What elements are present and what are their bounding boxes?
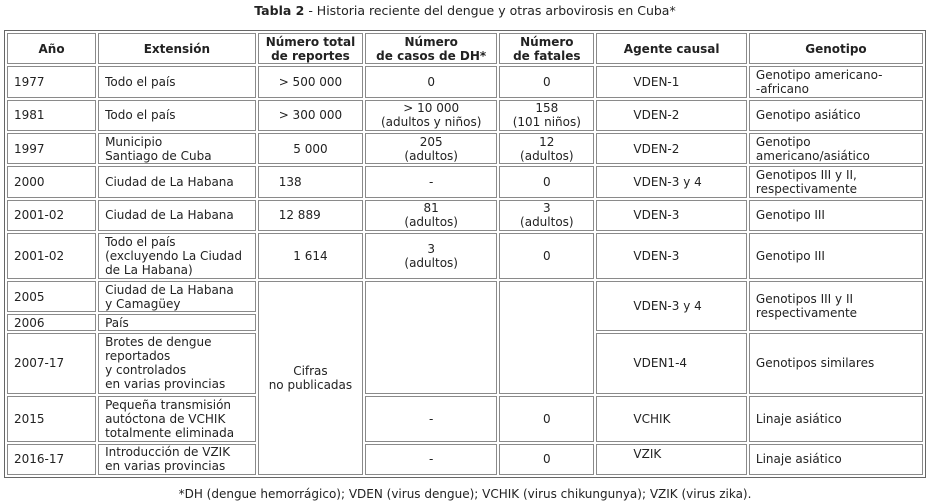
- cell-year: 2000: [7, 166, 96, 197]
- cell-year: 2015: [7, 396, 96, 442]
- cell-fatal: 0: [499, 396, 594, 442]
- table-footnote: *DH (dengue hemorrágico); VDEN (virus dengue); VCHIK (virus chikungunya); VZIK (virus zika).: [178, 487, 752, 501]
- header-year: Año: [7, 33, 96, 64]
- genotype-line: Genotipo: [755, 134, 811, 149]
- reports-merged-line: no publicadas: [268, 377, 353, 392]
- dh-line: > 10 000: [403, 101, 460, 116]
- dh-line: 205: [419, 134, 443, 149]
- extension-line: Municipio: [105, 134, 163, 149]
- table-row: [7, 66, 923, 97]
- cell-dh-cases: 0: [365, 66, 497, 97]
- cell-extension: Todo el país: [98, 100, 256, 131]
- header-dh-line: Número: [404, 34, 458, 49]
- caption-label: Tabla 2: [254, 3, 305, 18]
- cell-year: 2006: [7, 314, 96, 331]
- extension-line: autóctona de VCHIK: [105, 411, 226, 426]
- header-row: [7, 33, 923, 64]
- cell-agent: VDEN-1: [596, 66, 746, 97]
- cell-fatal: [499, 133, 594, 164]
- header-dh-line: de casos de DH*: [376, 48, 487, 63]
- extension-line: en varias provincias: [105, 459, 226, 474]
- genotype-line: Genotipos III y II,: [755, 167, 857, 182]
- cell-year: 2007-17: [7, 333, 96, 394]
- table-row: [7, 200, 923, 231]
- cell-agent-merged: VDEN-3 y 4: [596, 281, 746, 331]
- fatal-line: (101 niños): [512, 115, 581, 130]
- cell-agent: VZIK: [596, 444, 746, 475]
- header-extension: Extensión: [98, 33, 256, 64]
- cell-agent: VDEN-2: [596, 100, 746, 131]
- dh-line: 3: [427, 241, 435, 256]
- cell-extension: [98, 396, 256, 442]
- cell-genotype: [749, 66, 923, 97]
- cell-genotype: Genotipo asiático: [749, 100, 923, 131]
- cell-year: 2005: [7, 281, 96, 312]
- reports-merged-line: Cifras: [293, 363, 328, 378]
- cell-agent: VDEN-3: [596, 233, 746, 279]
- extension-line: Santiago de Cuba: [105, 148, 212, 163]
- cell-fatal: [499, 100, 594, 131]
- header-fatal-line: Número: [520, 34, 574, 49]
- genotype-line: americano/asiático: [755, 148, 870, 163]
- header-fatal-line: de fatales: [513, 48, 581, 63]
- table-row: [7, 166, 923, 197]
- header-reports: [258, 33, 363, 64]
- dh-line: (adultos): [404, 215, 458, 230]
- cell-dh-cases: [365, 233, 497, 279]
- cell-agent: VDEN-2: [596, 133, 746, 164]
- cell-extension: [98, 281, 256, 312]
- table-row: [7, 396, 923, 442]
- cell-extension: [98, 444, 256, 475]
- table-row: [7, 133, 923, 164]
- cell-extension: País: [98, 314, 256, 331]
- extension-line: en varias provincias: [105, 377, 226, 392]
- dh-line: (adultos): [404, 255, 458, 270]
- fatal-line: (adultos): [520, 148, 574, 163]
- cell-year: 1977: [7, 66, 96, 97]
- cell-fatal: 0: [499, 166, 594, 197]
- cell-extension: Ciudad de La Habana: [98, 166, 256, 197]
- extension-line: reportados: [105, 349, 171, 364]
- dengue-history-table: [4, 30, 926, 478]
- table-row: [7, 100, 923, 131]
- cell-reports: 1 614: [258, 233, 363, 279]
- cell-year: 1997: [7, 133, 96, 164]
- cell-reports: 138: [258, 166, 363, 197]
- extension-line: Ciudad de La Habana: [105, 282, 234, 297]
- fatal-line: (adultos): [520, 215, 574, 230]
- cell-dh-cases: -: [365, 444, 497, 475]
- genotype-line: Genotipo americano-: [755, 67, 883, 82]
- cell-dh-cases: -: [365, 166, 497, 197]
- extension-line: de La Habana): [105, 262, 193, 277]
- genotype-line: respectivamente: [755, 181, 858, 196]
- extension-line: Brotes de dengue: [105, 335, 212, 350]
- cell-dh-cases: [365, 133, 497, 164]
- cell-fatal: 0: [499, 233, 594, 279]
- extension-line: Introducción de VZIK: [105, 445, 231, 460]
- cell-fatal-empty: [499, 281, 594, 394]
- cell-year: 2001-02: [7, 233, 96, 279]
- cell-reports: 12 889: [258, 200, 363, 231]
- dh-line: (adultos y niños): [380, 115, 482, 130]
- cell-dh-cases: -: [365, 396, 497, 442]
- cell-dh-cases-empty: [365, 281, 497, 394]
- caption-text: - Historia reciente del dengue y otras arbovirosis en Cuba*: [304, 3, 676, 18]
- cell-reports: 5 000: [258, 133, 363, 164]
- table-row: [7, 281, 923, 312]
- cell-year: 2001-02: [7, 200, 96, 231]
- dh-line: (adultos): [404, 148, 458, 163]
- header-agent: Agente causal: [596, 33, 746, 64]
- extension-line: y controlados: [105, 363, 187, 378]
- cell-reports: > 300 000: [258, 100, 363, 131]
- extension-line: Pequeña transmisión: [105, 397, 232, 412]
- genotype-line: -africano: [755, 81, 809, 96]
- genotype-line: Genotipos III y II: [755, 291, 854, 306]
- fatal-line: 158: [535, 101, 559, 116]
- cell-genotype: Genotipo III: [749, 200, 923, 231]
- cell-agent: VDEN1-4: [596, 333, 746, 394]
- cell-extension: Ciudad de La Habana: [98, 200, 256, 231]
- cell-agent: VDEN-3: [596, 200, 746, 231]
- cell-dh-cases: [365, 100, 497, 131]
- extension-line: Todo el país: [105, 234, 176, 249]
- extension-line: (excluyendo La Ciudad: [105, 248, 242, 263]
- cell-genotype: Genotipos similares: [749, 333, 923, 394]
- cell-agent: VCHIK: [596, 396, 746, 442]
- cell-extension: [98, 133, 256, 164]
- cell-fatal: [499, 200, 594, 231]
- cell-genotype: Linaje asiático: [749, 444, 923, 475]
- cell-extension: [98, 333, 256, 394]
- cell-fatal: 0: [499, 66, 594, 97]
- fatal-line: 3: [543, 201, 551, 216]
- dh-line: 81: [423, 201, 439, 216]
- extension-line: totalmente eliminada: [105, 425, 235, 440]
- header-dh-cases: [365, 33, 497, 64]
- cell-year: 1981: [7, 100, 96, 131]
- header-genotype: Genotipo: [749, 33, 923, 64]
- cell-reports-merged: [258, 281, 363, 475]
- cell-genotype: [749, 133, 923, 164]
- table-caption: [0, 3, 930, 19]
- cell-fatal: 0: [499, 444, 594, 475]
- header-reports-line: Número total: [265, 34, 356, 49]
- cell-genotype: [749, 166, 923, 197]
- genotype-line: respectivamente: [755, 305, 858, 320]
- cell-genotype-merged: [749, 281, 923, 331]
- cell-agent: VDEN-3 y 4: [596, 166, 746, 197]
- cell-genotype: Genotipo III: [749, 233, 923, 279]
- table-row: [7, 233, 923, 279]
- cell-extension: Todo el país: [98, 66, 256, 97]
- fatal-line: 12: [539, 134, 555, 149]
- cell-genotype: Linaje asiático: [749, 396, 923, 442]
- header-fatal: [499, 33, 594, 64]
- table-row: [7, 444, 923, 475]
- cell-year: 2016-17: [7, 444, 96, 475]
- cell-extension: [98, 233, 256, 279]
- cell-dh-cases: [365, 200, 497, 231]
- extension-line: y Camagüey: [105, 296, 181, 311]
- cell-reports: > 500 000: [258, 66, 363, 97]
- header-reports-line: de reportes: [271, 48, 350, 63]
